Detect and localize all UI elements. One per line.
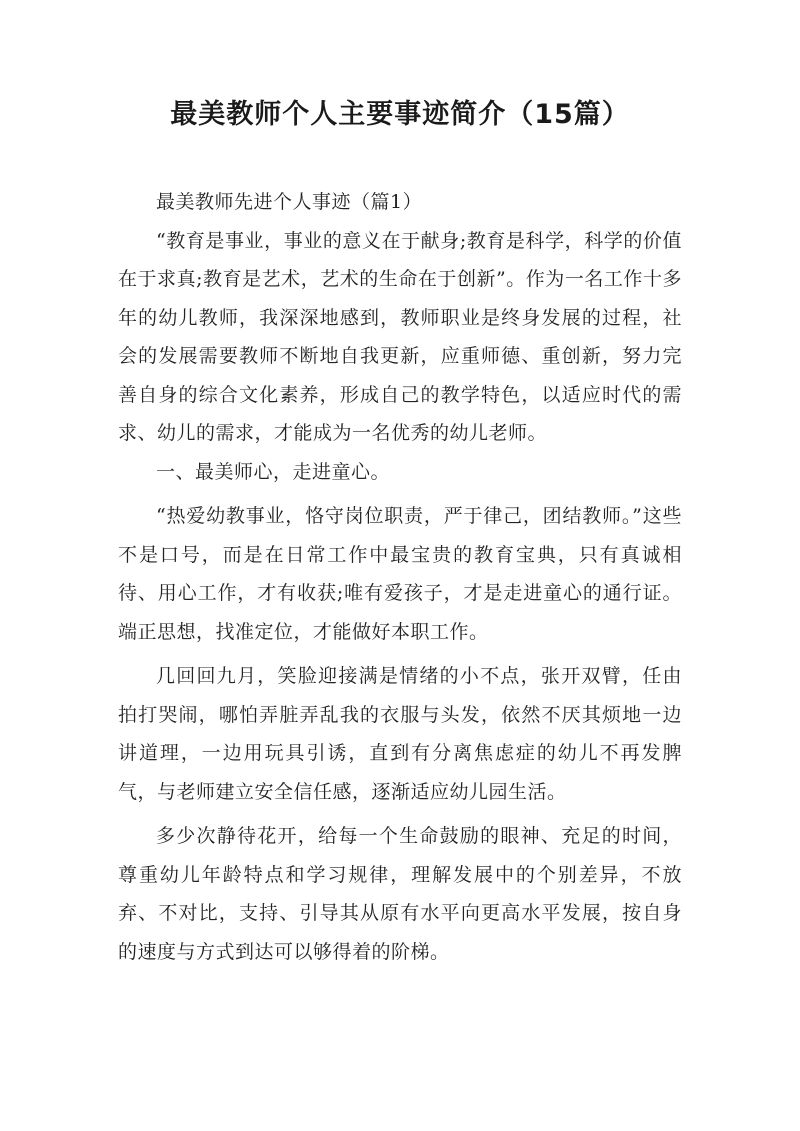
subsection-heading: 一、最美师心，走进童心。 [156,460,391,483]
body-paragraph: “热爱幼教事业，恪守岗位职责，严于律己，团结教师。”这些不是口号，而是在日常工作中最宝贵的教育宝典，只有真诚相待、用心工作，才有收获;唯有爱孩子，才是走进童心的通行证。端正思想，找准定位，才能做好本职工作。 [118,505,682,643]
body-paragraph: “教育是事业，事业的意义在于献身;教育是科学，科学的价值在于求真;教育是艺术，艺术的生命在于创新”。作为一名工作十多年的幼儿教师，我深深地感到，教师职业是终身发展的过程，社会的发展需要教师不断地自我更新，应重师德、重创新，努力完善自身的综合文化素养，形成自己的教学特色，以适应时代的需求、幼儿的需求，才能成为一名优秀的幼儿老师。 [118,229,682,444]
body-paragraph: 几回回九月，笑脸迎接满是情绪的小不点，张开双臂，任由拍打哭闹，哪怕弄脏弄乱我的衣服与头发，依然不厌其烦地一边讲道理，一边用玩具引诱，直到有分离焦虑症的幼儿不再发脾气，与老师建立安全信任感，逐渐适应幼儿园生活。 [118,665,682,803]
section-heading: 最美教师先进个人事迹（篇1） [156,191,423,213]
body-paragraph: 多少次静待花开，给每一个生命鼓励的眼神、充足的时间，尊重幼儿年龄特点和学习规律，理解发展中的个别差异，不放弃、不对比，支持、引导其从原有水平向更高水平发展，按自身的速度与方式到达可以够得着的阶梯。 [118,825,682,963]
document-title: 最美教师个人主要事迹简介（15篇） [170,99,630,130]
